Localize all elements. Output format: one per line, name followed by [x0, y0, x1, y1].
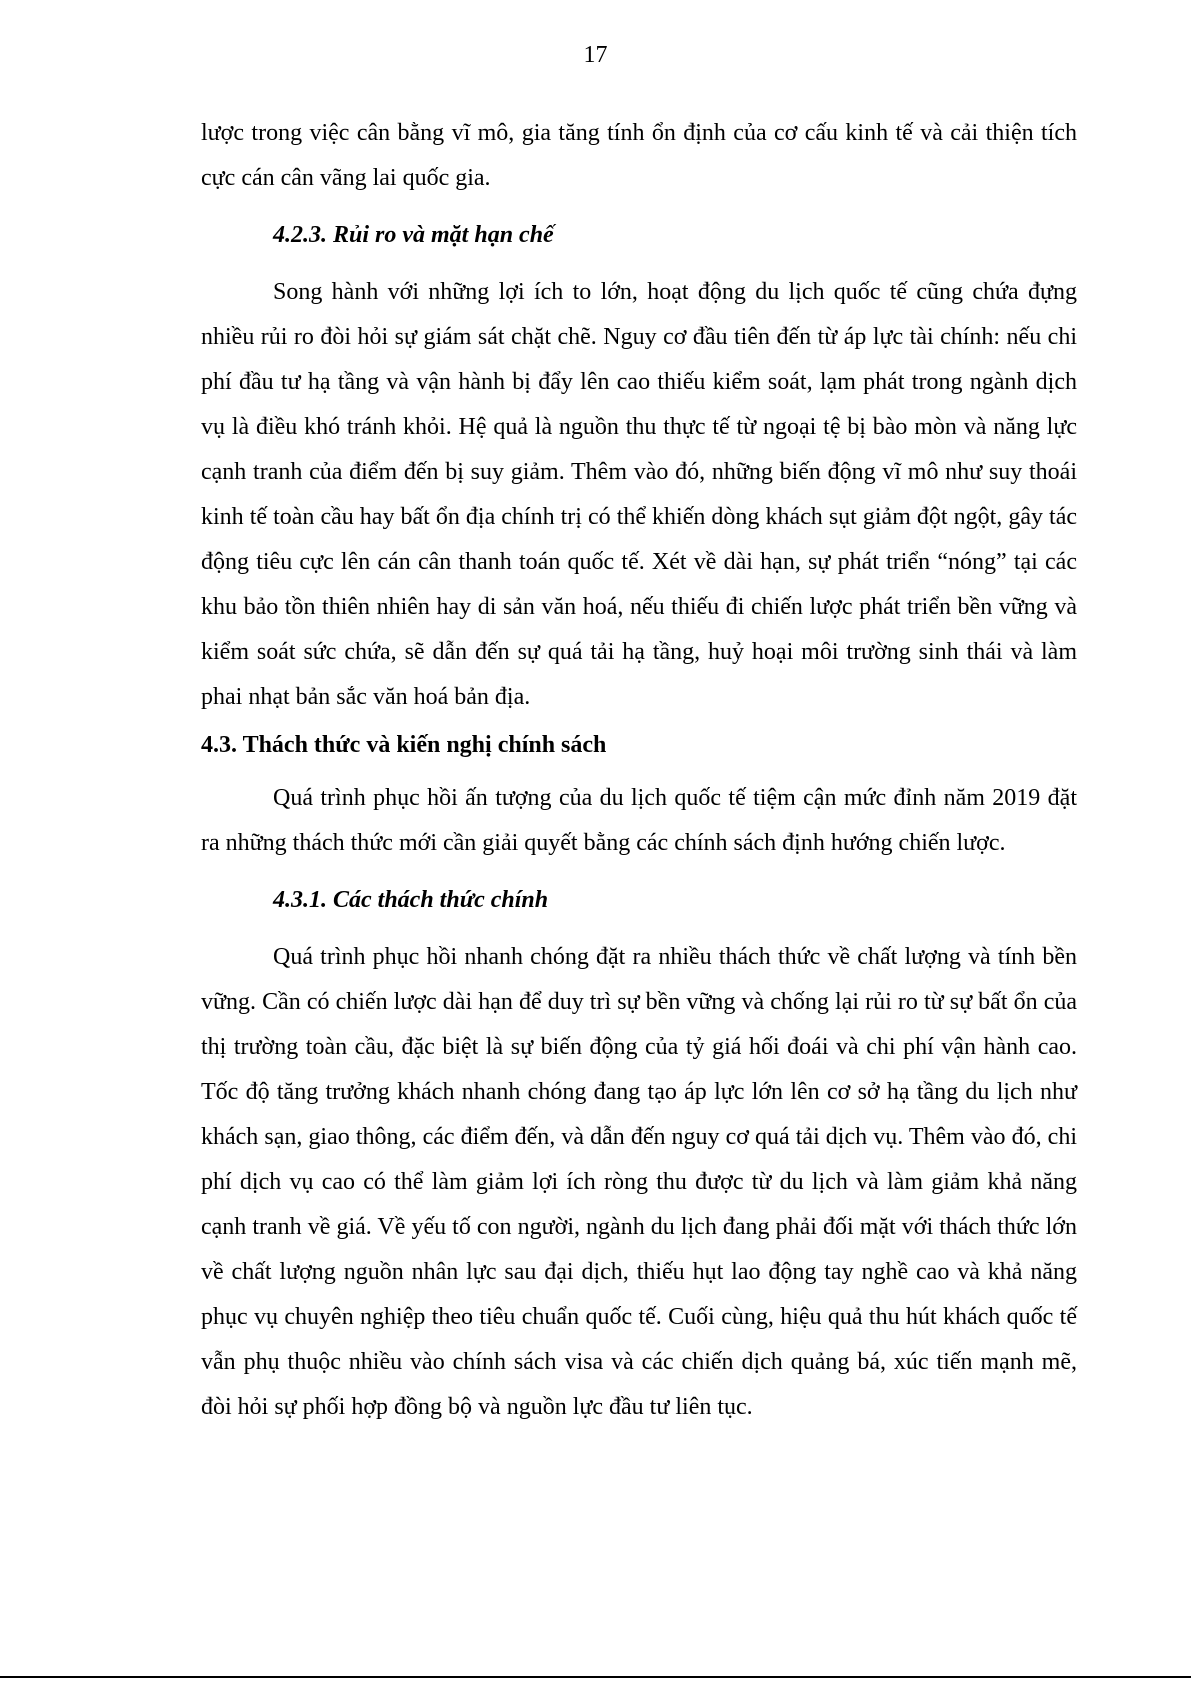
paragraph-risks: Song hành với những lợi ích to lớn, hoạt động du lịch quốc tế cũng chứa đựng nhiều rủi ro đòi hỏi sự giám sát chặt chẽ. Nguy cơ đầu tiên đến từ áp lực tài chính: nếu chi phí đầu tư hạ tầng và vận hành bị đẩy lên cao thiếu kiểm soát, lạm phát trong ngành dịch vụ là điều khó tránh khỏi. Hệ quả là nguồn thu thực tế từ ngoại tệ bị bào mòn và năng lực cạnh tranh của điểm đến bị suy giảm. Thêm vào đó, những biến động vĩ mô như suy thoái kinh tế toàn cầu hay bất ổn địa chính trị có thể khiến dòng khách sụt giảm đột ngột, gây tác động tiêu cực lên cán cân thanh toán quốc tế. Xét về dài hạn, sự phát triển “nóng” tại các khu bảo tồn thiên nhiên hay di sản văn hoá, nếu thiếu đi chiến lược phát triển bền vững và kiểm soát sức chứa, sẽ dẫn đến sự quá tải hạ tầng, huỷ hoại môi trường sinh thái và làm phai nhạt bản sắc văn hoá bản địa. — [201, 279, 1077, 710]
paragraph-4-3-intro: Quá trình phục hồi ấn tượng của du lịch quốc tế tiệm cận mức đỉnh năm 2019 đặt ra những thách thức mới cần giải quyết bằng các chính sách định hướng chiến lược. — [201, 785, 1077, 856]
page-number: 17 — [583, 42, 608, 68]
section-heading-4-3-1: 4.3.1. Các thách thức chính — [273, 887, 549, 913]
paragraph-intro: lược trong việc cân bằng vĩ mô, gia tăng tính ổn định của cơ cấu kinh tế và cải thiện tích cực cán cân vãng lai quốc gia. — [201, 120, 1077, 191]
section-heading-4-2-3: 4.2.3. Rủi ro và mặt hạn chế — [273, 222, 554, 248]
section-heading-4-3: 4.3. Thách thức và kiến nghị chính sách — [201, 732, 607, 758]
paragraph-challenges: Quá trình phục hồi nhanh chóng đặt ra nhiều thách thức về chất lượng và tính bền vững. Cần có chiến lược dài hạn để duy trì sự bền vững và chống lại rủi ro từ sự bất ổn của thị trường toàn cầu, đặc biệt là sự biến động của tỷ giá hối đoái và chi phí vận hành cao. Tốc độ tăng trưởng khách nhanh chóng đang tạo áp lực lớn lên cơ sở hạ tầng du lịch như khách sạn, giao thông, các điểm đến, và dẫn đến nguy cơ quá tải dịch vụ. Thêm vào đó, chi phí dịch vụ cao có thể làm giảm lợi ích ròng thu được từ du lịch và làm giảm khả năng cạnh tranh về giá. Về yếu tố con người, ngành du lịch đang phải đối mặt với thách thức lớn về chất lượng nguồn nhân lực sau đại dịch, thiếu hụt lao động tay nghề cao và khả năng phục vụ chuyên nghiệp theo tiêu chuẩn quốc tế. Cuối cùng, hiệu quả thu hút khách quốc tế vẫn phụ thuộc nhiều vào chính sách visa và các chiến dịch quảng bá, xúc tiến mạnh mẽ, đòi hỏi sự phối hợp đồng bộ và nguồn lực đầu tư liên tục. — [201, 944, 1077, 1420]
document-body — [201, 111, 1077, 1430]
footer-divider — [0, 1676, 1191, 1678]
